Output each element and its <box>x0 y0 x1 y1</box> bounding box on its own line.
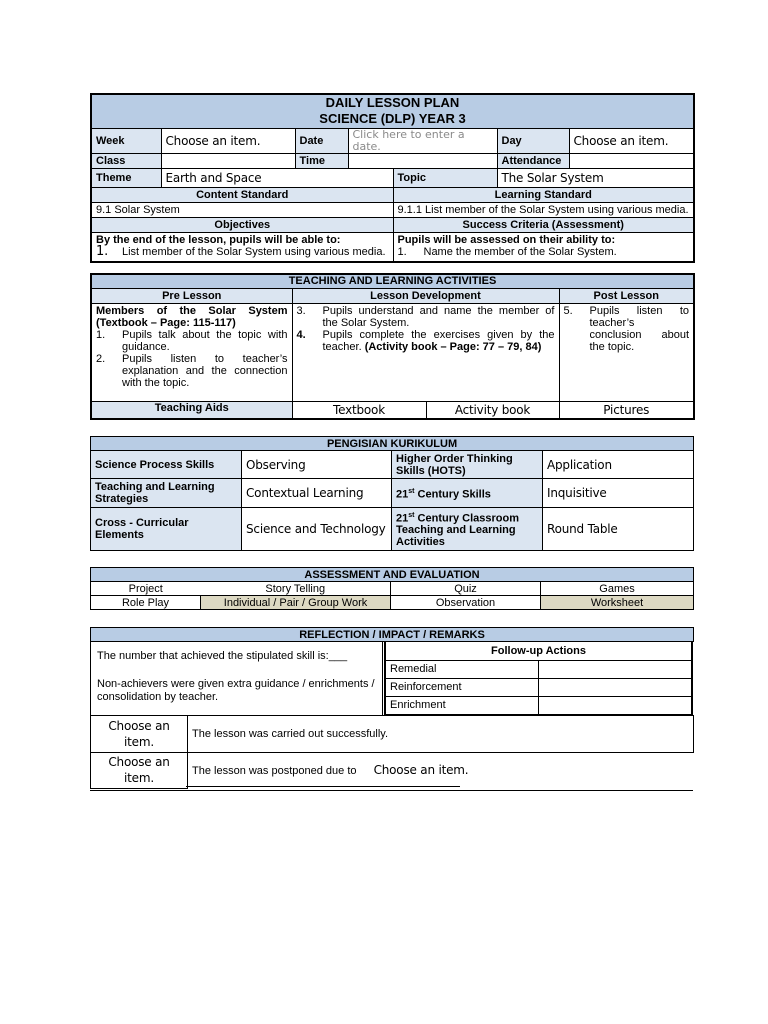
pre-lesson-item-text: Pupils talk about the topic with guidance. <box>122 328 288 353</box>
time-field[interactable] <box>348 153 497 168</box>
lesson-plan-title-cell <box>91 94 694 128</box>
lesson-development-item <box>297 329 555 353</box>
kurikulum-section <box>90 436 693 551</box>
assessment-games[interactable]: Games <box>541 582 694 596</box>
teaching-aid-activity-book[interactable]: Activity book <box>426 401 559 419</box>
post-lesson-label: Post Lesson <box>559 288 694 303</box>
pre-lesson-cell <box>91 303 292 401</box>
lesson-development-item <box>297 305 555 329</box>
reflection-body <box>90 642 693 716</box>
21st-century-skills-value[interactable]: Inquisitive <box>543 479 694 508</box>
postponed-underline <box>188 786 461 787</box>
21st-century-classroom-value[interactable]: Round Table <box>543 508 694 551</box>
21st-century-classroom-label: 21st Century Classroom Teaching and Learning Activities <box>392 508 543 551</box>
objectives-item-number: 1. <box>96 243 109 259</box>
lesson-plan-header-section <box>90 93 693 263</box>
objectives-label: Objectives <box>91 217 393 232</box>
enrichment-label: Enrichment <box>386 696 539 714</box>
follow-up-panel <box>385 642 692 715</box>
reinforcement-label: Reinforcement <box>386 678 539 696</box>
assessment-title: ASSESSMENT AND EVALUATION <box>91 568 694 582</box>
reflection-title: REFLECTION / IMPACT / REMARKS <box>91 628 694 642</box>
topic-label: Topic <box>393 168 497 187</box>
pre-lesson-item <box>96 353 288 389</box>
time-label: Time <box>295 153 348 168</box>
success-criteria-item-text: Name the member of the Solar System. <box>423 245 617 258</box>
lesson-success-text: The lesson was carried out successfully. <box>188 715 694 752</box>
post-lesson-item-number: 5. <box>563 304 573 317</box>
day-label: Day <box>497 128 569 153</box>
assessment-group-work[interactable]: Individual / Pair / Group Work <box>201 596 391 610</box>
success-criteria-intro: Pupils will be assessed on their ability to: <box>397 233 616 246</box>
achievement-notes <box>91 642 385 715</box>
science-process-skills-value[interactable]: Observing <box>242 451 392 479</box>
post-lesson-item-text: Pupils listen to teacher’s conclusion about the topic. <box>589 304 689 353</box>
date-picker[interactable]: Click here to enter a date. <box>348 128 497 153</box>
learning-standard-label: Learning Standard <box>393 187 694 202</box>
assessment-project[interactable]: Project <box>91 582 201 596</box>
pre-lesson-heading: Members of the Solar System (Textbook – Page: 115-117) <box>96 304 288 329</box>
teaching-aid-textbook[interactable]: Textbook <box>292 401 426 419</box>
lesson-postponed-dropdown[interactable]: Choose an item. <box>91 752 188 788</box>
pre-lesson-item-number: 2. <box>96 352 106 365</box>
success-criteria-label: Success Criteria (Assessment) <box>393 217 694 232</box>
assessment-quiz[interactable]: Quiz <box>391 582 541 596</box>
lesson-development-item-number: 3. <box>296 304 306 317</box>
pre-lesson-item-number: 1. <box>96 328 106 341</box>
teaching-strategies-label: Teaching and Learning Strategies <box>91 479 242 508</box>
class-field[interactable] <box>161 153 295 168</box>
achieved-skill-text: The number that achieved the stipulated skill is:___ <box>97 650 348 662</box>
hots-value[interactable]: Application <box>543 451 694 479</box>
cross-curricular-label: Cross - Curricular Elements <box>91 508 242 551</box>
day-dropdown[interactable]: Choose an item. <box>569 128 694 153</box>
assessment-observation[interactable]: Observation <box>391 596 541 610</box>
science-process-skills-label: Science Process Skills <box>91 451 242 479</box>
content-standard-value: 9.1 Solar System <box>91 202 393 217</box>
success-criteria-cell <box>393 232 694 262</box>
lesson-development-item-number: 4. <box>296 328 306 341</box>
reinforcement-field[interactable] <box>539 678 692 696</box>
pre-lesson-item-text: Pupils listen to teacher’s explanation and the connection with the topic. <box>122 352 288 389</box>
lesson-status-dropdown[interactable]: Choose an item. <box>91 715 188 752</box>
week-label: Week <box>91 128 161 153</box>
teaching-aids-label: Teaching Aids <box>91 401 292 419</box>
lesson-development-label: Lesson Development <box>292 288 559 303</box>
post-lesson-cell <box>559 303 694 401</box>
follow-up-actions-label: Follow-up Actions <box>386 642 692 660</box>
date-label: Date <box>295 128 348 153</box>
class-label: Class <box>91 153 161 168</box>
lesson-plan-title: DAILY LESSON PLAN <box>325 95 460 111</box>
objectives-item-text: List member of the Solar System using various media. <box>122 245 386 258</box>
cross-curricular-value[interactable]: Science and Technology <box>242 508 392 551</box>
objectives-item <box>96 243 389 259</box>
objectives-intro: By the end of the lesson, pupils will be able to: <box>96 233 341 246</box>
theme-label: Theme <box>91 168 161 187</box>
postponed-reason-dropdown[interactable]: Choose an item. <box>373 762 469 777</box>
activities-section <box>90 273 693 420</box>
topic-value[interactable]: The Solar System <box>497 168 694 187</box>
teaching-aid-pictures[interactable]: Pictures <box>559 401 694 419</box>
activities-title: TEACHING AND LEARNING ACTIVITIES <box>91 274 694 288</box>
assessment-section <box>90 567 693 610</box>
post-lesson-item <box>564 305 690 353</box>
lesson-development-item-text: Pupils understand and name the member of the Solar System. <box>322 304 555 329</box>
hots-label: Higher Order Thinking Skills (HOTS) <box>392 451 543 479</box>
enrichment-field[interactable] <box>539 696 692 714</box>
theme-value[interactable]: Earth and Space <box>161 168 393 187</box>
assessment-story-telling[interactable]: Story Telling <box>201 582 391 596</box>
learning-standard-value: 9.1.1 List member of the Solar System using various media. <box>393 202 694 217</box>
teaching-strategies-value[interactable]: Contextual Learning <box>242 479 392 508</box>
lesson-plan-subtitle: SCIENCE (DLP) YEAR 3 <box>319 111 466 127</box>
week-dropdown[interactable]: Choose an item. <box>161 128 295 153</box>
remedial-field[interactable] <box>539 660 692 678</box>
remedial-label: Remedial <box>386 660 539 678</box>
lesson-postponed-cell <box>188 752 694 788</box>
non-achievers-text: Non-achievers were given extra guidance / enrichments / consolidation by teacher. <box>97 678 375 703</box>
pre-lesson-item <box>96 329 288 353</box>
lesson-development-cell <box>292 303 559 401</box>
lesson-development-item-text: Pupils complete the exercises given by the teacher. <box>322 328 555 353</box>
assessment-worksheet[interactable]: Worksheet <box>541 596 694 610</box>
success-criteria-item-number: 1. <box>397 245 407 258</box>
lesson-postponed-text: The lesson was postponed due to <box>192 764 357 777</box>
attendance-field[interactable] <box>569 153 694 168</box>
reflection-section <box>90 627 693 789</box>
pre-lesson-label: Pre Lesson <box>91 288 292 303</box>
objectives-cell <box>91 232 393 262</box>
21st-century-skills-label: 21st Century Skills <box>392 479 543 508</box>
activity-book-reference: (Activity book – Page: 77 – 79, 84) <box>364 340 542 353</box>
content-standard-label: Content Standard <box>91 187 393 202</box>
assessment-role-play[interactable]: Role Play <box>91 596 201 610</box>
kurikulum-title: PENGISIAN KURIKULUM <box>91 437 694 451</box>
reflection-bottom-border <box>90 790 693 791</box>
attendance-label: Attendance <box>497 153 569 168</box>
success-criteria-item <box>398 246 690 258</box>
